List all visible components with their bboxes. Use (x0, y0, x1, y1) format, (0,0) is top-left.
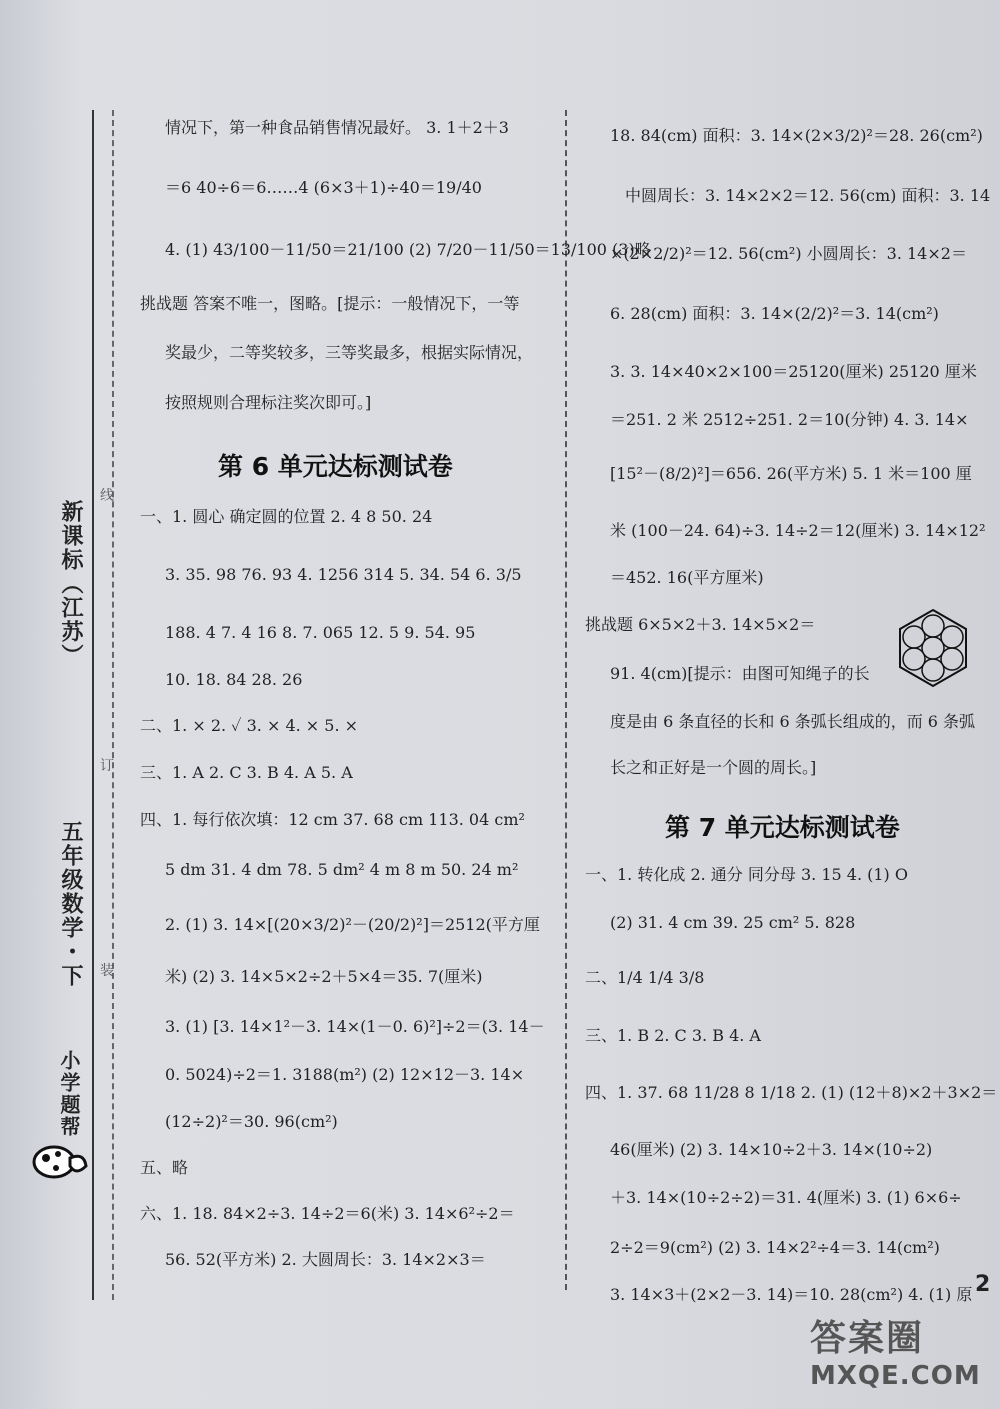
text-line: 6. 28(cm) 面积：3. 14×(2/2)²＝3. 14(cm²) (610, 304, 939, 323)
text-line: 4. (1) 43/100－11/50＝21/100 (2) 7/20－11/50＝13/100 (3)略 (165, 240, 651, 259)
text-line: 5 dm 31. 4 dm 78. 5 dm² 4 m 8 m 50. 24 m² (165, 860, 519, 879)
text-line: 米 (100－24. 64)÷3. 14÷2＝12(厘米) 3. 14×12² (610, 521, 986, 540)
text-line: 3. 3. 14×40×2×100＝25120(厘米) 25120 厘米 (610, 362, 977, 381)
edition-label: 新课标（江苏） (58, 500, 83, 668)
text-line: ＝452. 16(平方厘米) (610, 568, 764, 587)
text-line: ＋3. 14×(10÷2÷2)＝31. 4(厘米) 3. (1) 6×6÷ (610, 1188, 962, 1207)
cut-line (112, 110, 115, 1300)
binding-line (92, 110, 94, 1300)
text-line: 46(厘米) (2) 3. 14×10÷2＋3. 14×(10÷2) (610, 1140, 933, 1159)
text-line: 奖最少，二等奖较多，三等奖最多，根据实际情况， (165, 343, 534, 362)
column-divider (565, 110, 567, 1290)
text-line: 二、1/4 1/4 3/8 (585, 968, 705, 987)
text-line: 三、1. A 2. C 3. B 4. A 5. A (140, 763, 353, 782)
cut-mark-mount: 装 (100, 963, 114, 979)
text-line: 四、1. 37. 68 11/28 8 1/18 2. (1) (12＋8)×2＋3×2＝ (585, 1083, 998, 1102)
text-line: ＝6 40÷6＝6……4 (6×3＋1)÷40＝19/40 (165, 178, 482, 197)
watermark-title: 答案圈 (810, 1318, 925, 1359)
mushroom-logo-icon (30, 1130, 90, 1190)
watermark (810, 1310, 981, 1391)
text-line: 18. 84(cm) 面积：3. 14×(2×3/2)²＝28. 26(cm²) (610, 126, 983, 145)
text-line: 2÷2＝9(cm²) (2) 3. 14×2²÷4＝3. 14(cm²) (610, 1238, 940, 1257)
text-line: 二、1. × 2. ✓ 3. × 4. × 5. × (140, 716, 359, 735)
text-line: 一、1. 圆心 确定圆的位置 2. 4 8 50. 24 (140, 507, 433, 526)
text-line: 三、1. B 2. C 3. B 4. A (585, 1026, 761, 1045)
text-line: 挑战题 6×5×2＋3. 14×5×2＝ (585, 615, 816, 634)
text-line: (12÷2)²＝30. 96(cm²) (165, 1112, 338, 1131)
text-line: 3. (1) [3. 14×1²－3. 14×(1－0. 6)²]÷2＝(3. 14－ (165, 1017, 545, 1036)
text-line: ×(2×2/2)²＝12. 56(cm²) 小圆周长：3. 14×2＝ (610, 244, 967, 263)
unit7-title: 第 7 单元达标测试卷 (665, 813, 900, 842)
text-line: 56. 52(平方米) 2. 大圆周长：3. 14×2×3＝ (165, 1250, 486, 1269)
binding-sidebar (0, 0, 114, 1409)
text-line: 3. 35. 98 76. 93 4. 1256 314 5. 34. 54 6. 3/5 (165, 565, 522, 584)
text-line: 10. 18. 84 28. 26 (165, 670, 303, 689)
text-line: 情况下，第一种食品销售情况最好。 3. 1＋2＋3 (165, 118, 509, 137)
page-number: 2 (975, 1272, 991, 1297)
text-line: 2. (1) 3. 14×[(20×3/2)²－(20/2)²]＝2512(平方厘 (165, 915, 540, 934)
text-line: 米) (2) 3. 14×5×2÷2＋5×4＝35. 7(厘米) (165, 967, 483, 986)
text-line: 六、1. 18. 84×2÷3. 14÷2＝6(米) 3. 14×6²÷2＝ (140, 1204, 515, 1223)
text-line: [15²－(8/2)²]＝656. 26(平方米) 5. 1 米＝100 厘 (610, 464, 972, 483)
text-line: ＝251. 2 米 2512÷251. 2＝10(分钟) 4. 3. 14× (610, 410, 969, 429)
text-line: 一、1. 转化成 2. 通分 同分母 3. 15 4. (1) O (585, 865, 908, 884)
text-line: (2) 31. 4 cm 39. 25 cm² 5. 828 (610, 913, 856, 932)
text-line: 五、略 (140, 1158, 189, 1177)
rope-circles-figure (893, 608, 973, 688)
text-line: 0. 5024)÷2＝1. 3188(m²) (2) 12×12－3. 14× (165, 1065, 525, 1084)
cut-mark-bind: 订 (100, 758, 114, 774)
grade-label: 五年级数学・下 (58, 820, 83, 988)
text-line: 四、1. 每行依次填：12 cm 37. 68 cm 113. 04 cm² (140, 810, 525, 829)
watermark-url: MXQE.COM (810, 1361, 981, 1391)
unit6-title: 第 6 单元达标测试卷 (218, 452, 453, 481)
text-line: 按照规则合理标注奖次即可。] (165, 393, 372, 412)
cut-mark-line: 线 (100, 488, 114, 504)
text-line: 188. 4 7. 4 16 8. 7. 065 12. 5 9. 54. 95 (165, 623, 476, 642)
text-line: 中圆周长：3. 14×2×2＝12. 56(cm) 面积：3. 14 (625, 186, 991, 205)
text-line: 长之和正好是一个圆的周长。] (610, 758, 817, 777)
text-line: 91. 4(cm)[提示：由图可知绳子的长 (610, 664, 870, 683)
text-line: 挑战题 答案不唯一，图略。[提示：一般情况下，一等 (140, 294, 520, 313)
text-line: 3. 14×3＋(2×2－3. 14)＝10. 28(cm²) 4. (1) 原 (610, 1285, 973, 1304)
text-line: 度是由 6 条直径的长和 6 条弧长组成的，而 6 条弧 (610, 712, 976, 731)
brand-label: 小学题帮 (57, 1050, 81, 1138)
